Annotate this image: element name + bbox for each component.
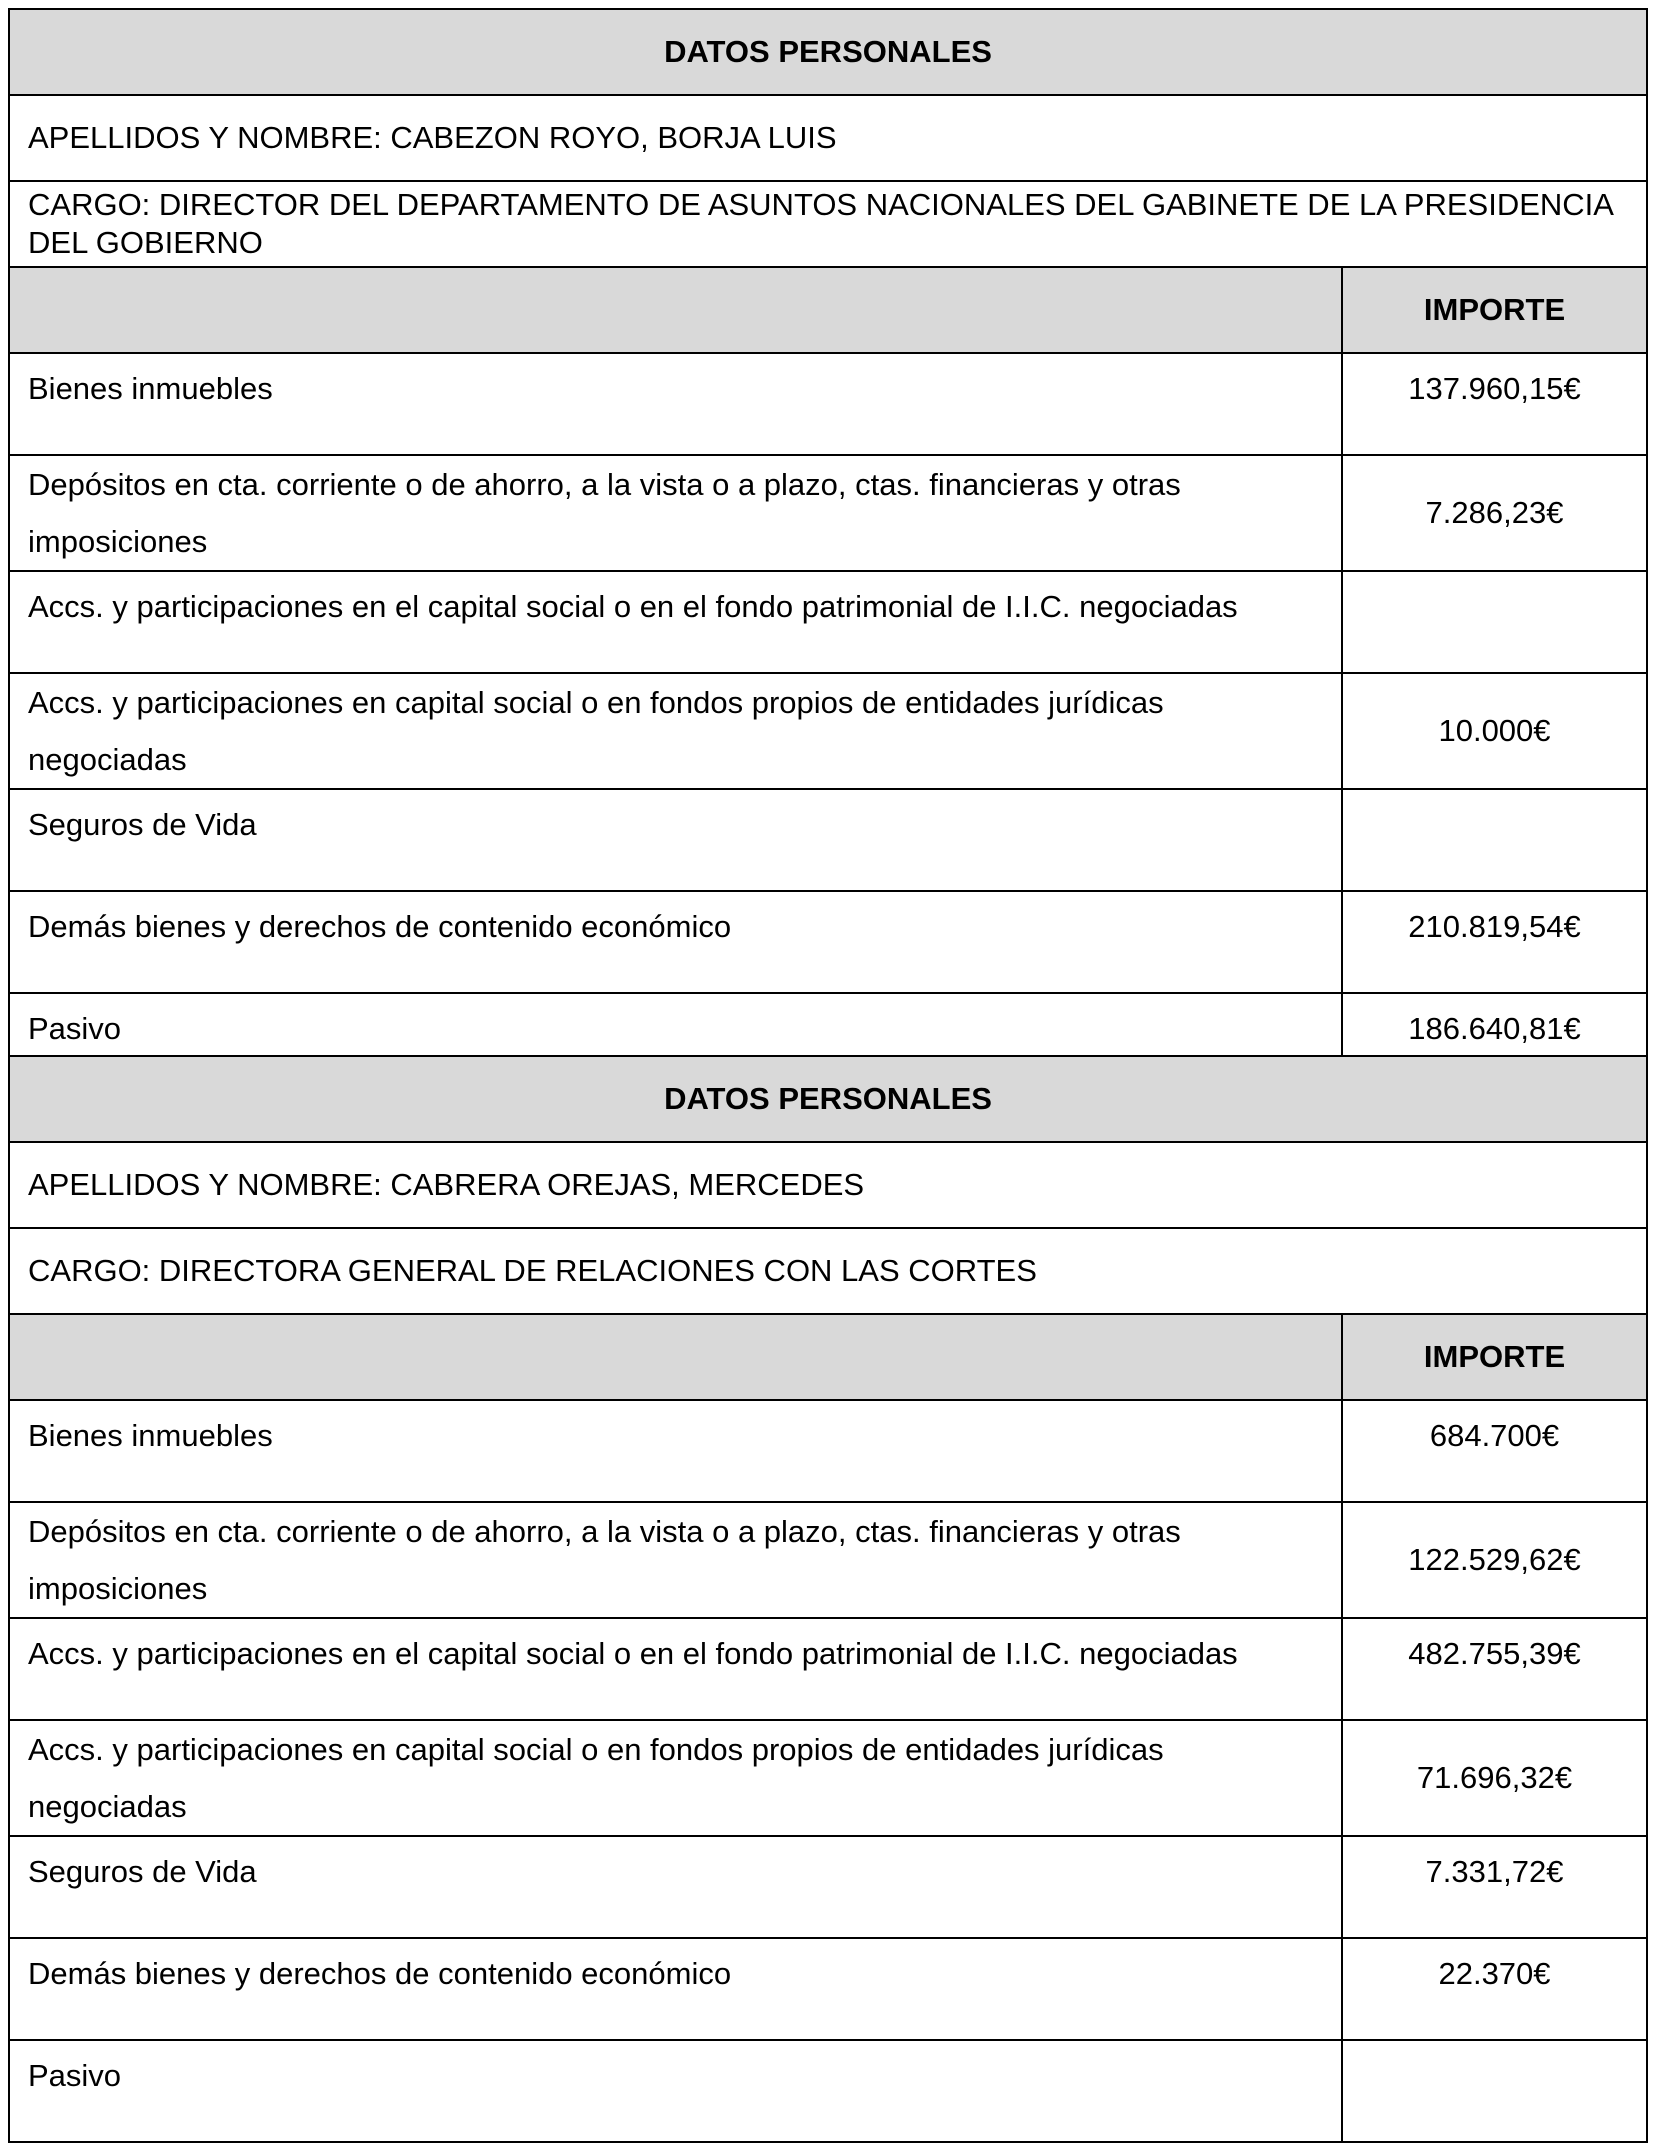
item-label: Demás bienes y derechos de contenido económico	[9, 891, 1342, 993]
item-label: Bienes inmuebles	[9, 1400, 1342, 1502]
table-row	[9, 2040, 1647, 2142]
item-amount	[1342, 789, 1647, 891]
item-label: Depósitos en cta. corriente o de ahorro, a la vista o a plazo, ctas. financieras y otras imposiciones	[9, 1502, 1342, 1618]
item-amount: 71.696,32€	[1342, 1720, 1647, 1836]
table-row	[9, 1938, 1647, 2040]
position-line: CARGO: DIRECTOR DEL DEPARTAMENTO DE ASUNTOS NACIONALES DEL GABINETE DE LA PRESIDENCIA DEL GOBIERNO	[9, 181, 1647, 267]
item-label: Accs. y participaciones en capital social o en fondos propios de entidades jurídicas negociadas	[9, 1720, 1342, 1836]
name-line: APELLIDOS Y NOMBRE: CABRERA OREJAS, MERCEDES	[9, 1142, 1647, 1228]
item-label: Bienes inmuebles	[9, 353, 1342, 455]
item-label: Accs. y participaciones en el capital social o en el fondo patrimonial de I.I.C. negociadas	[9, 1618, 1342, 1720]
table-row	[9, 1836, 1647, 1938]
table-row	[9, 353, 1647, 455]
amount-header: IMPORTE	[1342, 1314, 1647, 1400]
table-row	[9, 571, 1647, 673]
table-row	[9, 891, 1647, 993]
asset-table	[8, 1055, 1648, 2143]
item-amount: 7.286,23€	[1342, 455, 1647, 571]
section-title: DATOS PERSONALES	[9, 9, 1647, 95]
amount-header: IMPORTE	[1342, 267, 1647, 353]
item-label: Demás bienes y derechos de contenido económico	[9, 1938, 1342, 2040]
item-label: Seguros de Vida	[9, 789, 1342, 891]
header-blank-cell	[9, 267, 1342, 353]
item-label: Pasivo	[9, 2040, 1342, 2142]
table-row	[9, 1502, 1647, 1618]
item-amount	[1342, 571, 1647, 673]
item-amount: 122.529,62€	[1342, 1502, 1647, 1618]
item-amount: 684.700€	[1342, 1400, 1647, 1502]
item-amount: 210.819,54€	[1342, 891, 1647, 993]
item-label: Accs. y participaciones en el capital social o en el fondo patrimonial de I.I.C. negociadas	[9, 571, 1342, 673]
declaration-table-2	[8, 1055, 1646, 2143]
table-row	[9, 455, 1647, 571]
table-row	[9, 1720, 1647, 1836]
table-row	[9, 1400, 1647, 1502]
item-label: Depósitos en cta. corriente o de ahorro, a la vista o a plazo, ctas. financieras y otras imposiciones	[9, 455, 1342, 571]
item-amount	[1342, 2040, 1647, 2142]
item-label: Seguros de Vida	[9, 1836, 1342, 1938]
asset-table	[8, 8, 1648, 1096]
item-amount: 22.370€	[1342, 1938, 1647, 2040]
item-amount: 186.640,81€	[1342, 993, 1647, 1095]
name-line: APELLIDOS Y NOMBRE: CABEZON ROYO, BORJA LUIS	[9, 95, 1647, 181]
item-label: Accs. y participaciones en capital social o en fondos propios de entidades jurídicas negociadas	[9, 673, 1342, 789]
item-label: Pasivo	[9, 993, 1342, 1095]
item-amount: 7.331,72€	[1342, 1836, 1647, 1938]
item-amount: 10.000€	[1342, 673, 1647, 789]
table-row	[9, 1618, 1647, 1720]
table-row	[9, 673, 1647, 789]
table-row	[9, 789, 1647, 891]
header-blank-cell	[9, 1314, 1342, 1400]
declaration-table-1	[8, 8, 1646, 1096]
section-title: DATOS PERSONALES	[9, 1056, 1647, 1142]
position-line: CARGO: DIRECTORA GENERAL DE RELACIONES CON LAS CORTES	[9, 1228, 1647, 1314]
item-amount: 137.960,15€	[1342, 353, 1647, 455]
item-amount: 482.755,39€	[1342, 1618, 1647, 1720]
